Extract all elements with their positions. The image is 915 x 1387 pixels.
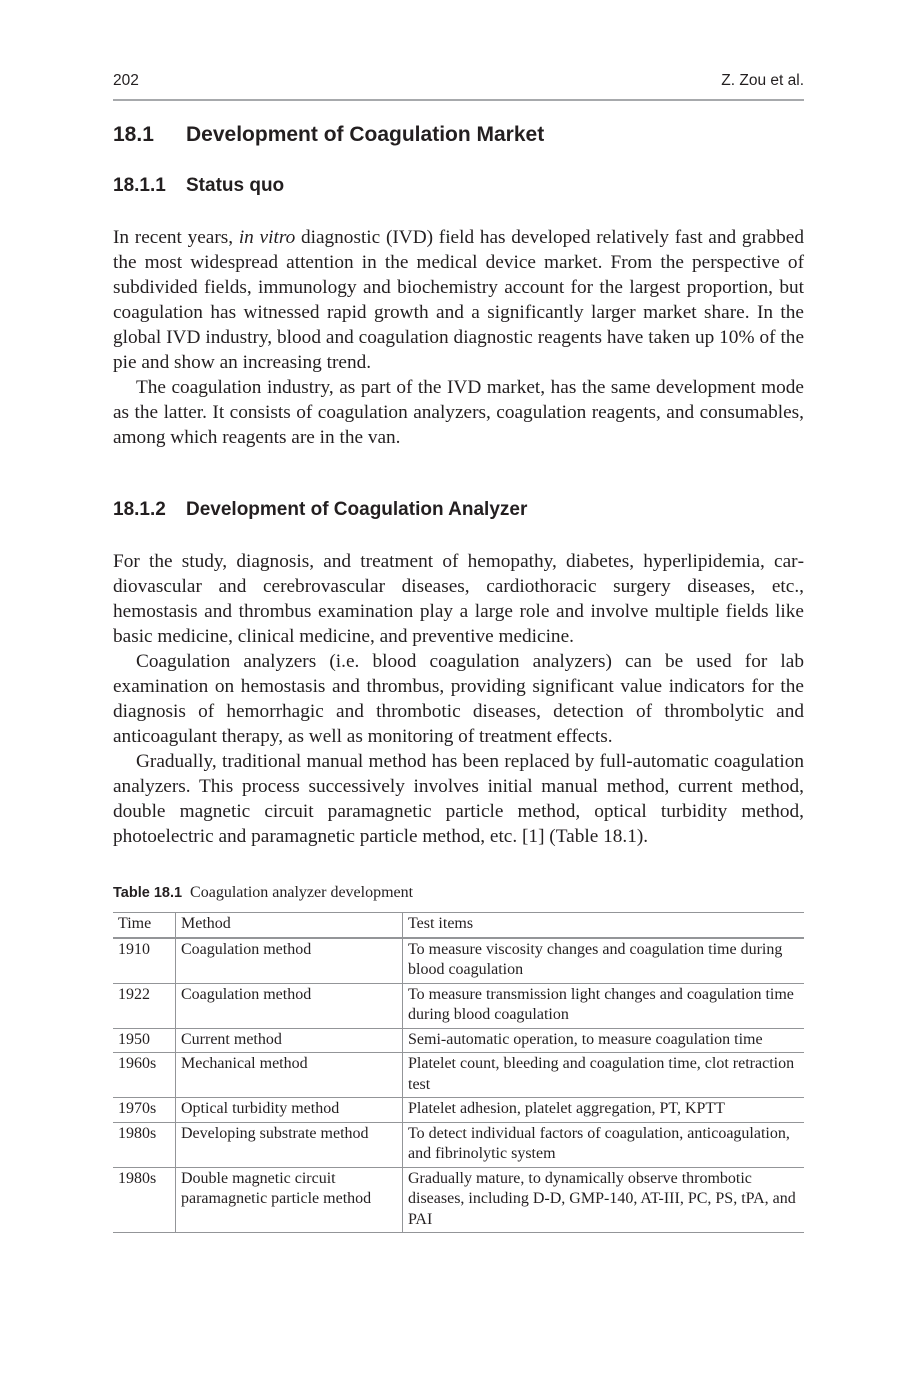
cell-method: Double magnetic circuit paramagnetic particle method <box>176 1167 403 1233</box>
paragraph-status-1 <box>113 225 804 375</box>
header-method: Method <box>176 913 403 938</box>
header-rule <box>113 99 804 101</box>
subsection-title: Development of Coagulation Analyzer <box>186 499 528 520</box>
subsection-number: 18.1.1 <box>113 175 166 196</box>
cell-test-items: Gradually mature, to dynamically observe thrombotic diseases, including D-D, GMP-140, AT-III, PC, PS, tPA, and PAI <box>403 1167 805 1233</box>
header-time: Time <box>113 913 176 938</box>
cell-time: 1950 <box>113 1028 176 1053</box>
header-test-items: Test items <box>403 913 805 938</box>
coagulation-analyzer-table <box>113 912 804 1233</box>
section-number: 18.1 <box>113 123 154 146</box>
table-caption-text: Coagulation analyzer development <box>190 884 414 901</box>
paragraph-analyzer-2: Coagulation analyzers (i.e. blood coagulation analyzers) can be used for lab examination on hemostasis and thrombus, providing significant value indicators for the diagnosis of hemorrhagic and thrombotic diseases, detection of thrombolytic and anticoagulant therapy, as well as monitoring of treatment effects. <box>113 651 804 747</box>
paragraph-status-2: The coagulation industry, as part of the IVD market, has the same development mode as the latter. It consists of coagulation analyzers, coagulation reagents, and consumables, among which reagents are in the van. <box>113 377 804 448</box>
cell-test-items: To detect individual factors of coagulation, anticoagulation, and fibrinolytic system <box>403 1122 805 1167</box>
paragraph-analyzer-1: For the study, diagnosis, and treatment of hemopathy, diabetes, hyperlipidemia, cardiovascular and cerebrovascular diseases, cardiothoracic surgery diseases, etc., hemostasis and thrombus examination play a large role and involve multiple fields like basic medicine, clinical medicine, and preventive medicine. <box>113 551 804 647</box>
section-title: Development of Coagulation Market <box>186 123 545 146</box>
paragraph-text: In recent years, <box>113 227 239 248</box>
table-header-row <box>113 913 804 938</box>
subsection-title: Status quo <box>186 175 285 196</box>
cell-method: Coagulation method <box>176 938 403 984</box>
cell-test-items: To measure viscosity changes and coagulation time during blood coagulation <box>403 938 805 984</box>
cell-method: Developing substrate method <box>176 1122 403 1167</box>
table-row <box>113 983 804 1028</box>
italic-term: in vitro <box>238 227 296 248</box>
table-label: Table 18.1 <box>113 885 183 901</box>
cell-method: Optical turbidity method <box>176 1098 403 1123</box>
cell-test-items: Semi-automatic operation, to measure coagulation time <box>403 1028 805 1053</box>
table-row <box>113 1028 804 1053</box>
cell-method: Coagulation method <box>176 983 403 1028</box>
cell-time: 1970s <box>113 1098 176 1123</box>
paragraph-text: diagnostic (IVD) field has developed relatively fast and grabbed the most widespread attention in the medical device market. From the perspective of subdivided fields, immunology and biochemistry account for the largest proportion, but coagulation has witnessed rapid growth and a significantly larger market share. In the global IVD industry, blood and coagulation diagnostic reagents have taken up 10% of the pie and show an increasing trend. <box>113 227 804 373</box>
cell-time: 1960s <box>113 1053 176 1098</box>
subsection-heading-analyzer <box>113 499 527 521</box>
table-caption <box>113 884 413 902</box>
page-number: 202 <box>113 72 139 89</box>
section-heading <box>113 123 544 147</box>
cell-time: 1980s <box>113 1122 176 1167</box>
cell-method: Mechanical method <box>176 1053 403 1098</box>
table-row <box>113 1167 804 1233</box>
subsection-number: 18.1.2 <box>113 499 166 520</box>
subsection-heading-status <box>113 175 284 197</box>
cell-time: 1980s <box>113 1167 176 1233</box>
table-row <box>113 1053 804 1098</box>
paragraph-analyzer-3: Gradually, traditional manual method has been replaced by full-automatic coagulation analyzers. This process successively involves initial manual method, current method, double magnetic circuit paramagnetic particle method, optical turbidity method, photoelectric and paramagnetic particle method, etc. [1] (Table 18.1). <box>113 751 804 847</box>
table-row <box>113 1122 804 1167</box>
author-line: Z. Zou et al. <box>721 72 804 89</box>
cell-test-items: Platelet adhesion, platelet aggregation, PT, KPTT <box>403 1098 805 1123</box>
cell-time: 1922 <box>113 983 176 1028</box>
table-row <box>113 938 804 984</box>
cell-test-items: To measure transmission light changes and coagulation time during blood coagulation <box>403 983 805 1028</box>
running-head <box>113 72 804 94</box>
cell-time: 1910 <box>113 938 176 984</box>
table-row <box>113 1098 804 1123</box>
cell-method: Current method <box>176 1028 403 1053</box>
cell-test-items: Platelet count, bleeding and coagulation time, clot retraction test <box>403 1053 805 1098</box>
